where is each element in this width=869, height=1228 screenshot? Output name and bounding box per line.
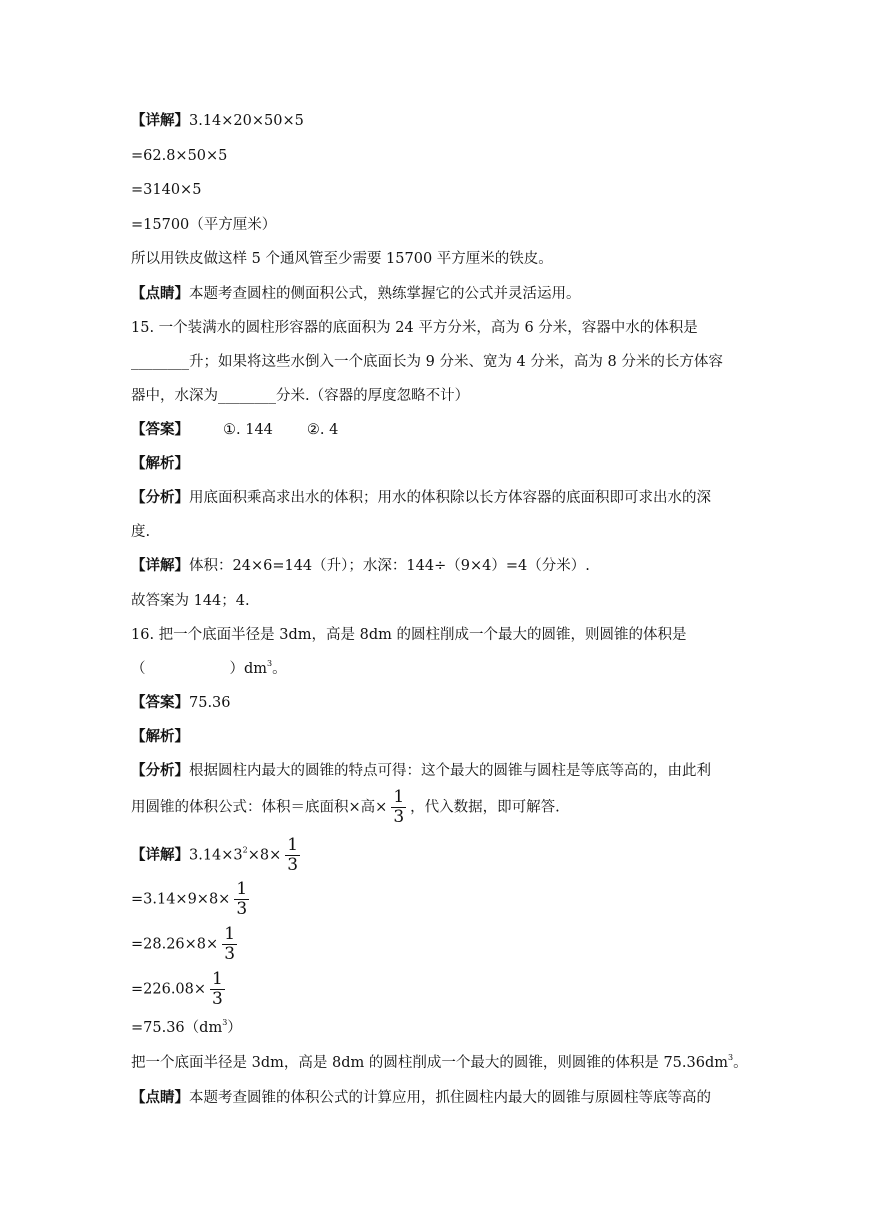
q15-question-line-1: 15. 一个装满水的圆柱形容器的底面积为 24 平方分米，高为 6 分米，容器中水的体积是 (131, 320, 698, 336)
tag-detail: 【详解】 (131, 557, 189, 574)
q15-analysis-line (131, 488, 711, 508)
q15-analysis-cont: 度. (131, 524, 151, 540)
formula-text-before: 用圆锥的体积公式：体积＝底面积×高× (131, 799, 388, 816)
tag-answer: 【答案】 (131, 421, 189, 438)
q14-step-2: =3140×5 (131, 182, 202, 198)
q15-final-answer: 故答案为 144；4. (131, 593, 250, 609)
q16-question-line-1: 16. 把一个底面半径是 3dm，高是 8dm 的圆柱削成一个最大的圆锥，则圆锥的体积是 (131, 627, 687, 643)
blank-close-paren-unit: ）dm (229, 661, 268, 677)
q15-detail-text: 体积：24×6=144（升）；水深：144÷（9×4）=4（分米）. (189, 558, 590, 574)
q16-analysis-text: 根据圆柱内最大的圆锥的特点可得：这个最大的圆锥与圆柱是等底等高的，由此利 (189, 763, 711, 779)
fraction-one-third (285, 836, 300, 875)
q16-step-2 (131, 925, 241, 964)
q16-step-4-text: =75.36（dm (131, 1020, 223, 1036)
unit-exponent: 3 (728, 1053, 734, 1062)
q15-answer-2: ②. 4 (306, 422, 339, 438)
q15-analysis-tag: 【解析】 (131, 455, 189, 472)
q15-answer-line (131, 420, 338, 440)
unit-exponent: 3 (222, 1018, 228, 1027)
fraction-numerator: 1 (393, 787, 405, 807)
fraction-denominator: 3 (287, 855, 299, 875)
q15-answer-1: ①. 144 (223, 422, 273, 438)
fraction-denominator: 3 (393, 807, 405, 827)
tag-comment: 【点睛】 (131, 1089, 189, 1106)
square-exponent: 2 (242, 845, 248, 855)
formula-text-after: ，代入数据，即可解答. (410, 799, 560, 816)
period: 。 (733, 1055, 748, 1071)
tag-comment: 【点睛】 (131, 285, 189, 302)
q15-question-line-3: 器中，水深为________分米.（容器的厚度忽略不计） (131, 388, 470, 404)
q14-comment-text: 本题考查圆柱的侧面积公式，熟练掌握它的公式并灵活运用。 (189, 286, 581, 302)
q16-detail-line (131, 836, 304, 875)
q16-step-3 (131, 970, 229, 1009)
fraction-denominator: 3 (236, 899, 248, 919)
fraction-numerator: 1 (212, 969, 223, 989)
q16-step-1 (131, 880, 253, 919)
q16-step-1-text: =3.14×9×8× (131, 891, 231, 908)
q16-conclusion (131, 1053, 748, 1073)
blank-open-paren: （ (131, 661, 146, 677)
fraction-one-third (391, 788, 406, 827)
period: 。 (272, 661, 287, 677)
fraction-one-third (210, 970, 225, 1009)
tag-detail: 【详解】 (131, 112, 189, 129)
fraction-numerator: 1 (236, 879, 248, 899)
q16-comment-line (131, 1088, 711, 1108)
tag-analysis: 【分析】 (131, 489, 189, 506)
q15-question-line-2: ________升；如果将这些水倒入一个底面长为 9 分米、宽为 4 分米，高为 8 分米的长方体容 (131, 354, 723, 370)
q16-analysis-cont (131, 788, 560, 827)
q16-detail-text-a: 3.14×3 (189, 847, 243, 864)
q14-step-3: =15700（平方厘米） (131, 217, 277, 233)
fraction-denominator: 3 (212, 989, 223, 1009)
q16-analysis-tag: 【解析】 (131, 728, 189, 745)
q16-answer-text: 75.36 (189, 695, 231, 711)
q16-conclusion-text: 把一个底面半径是 3dm，高是 8dm 的圆柱削成一个最大的圆锥，则圆锥的体积是 75.36dm (131, 1055, 728, 1071)
q16-detail-text-b: ×8× (247, 847, 282, 864)
q14-step-1: =62.8×50×5 (131, 148, 228, 164)
q16-answer-line (131, 693, 231, 713)
q16-question-line-2 (131, 659, 287, 679)
q15-analysis-text: 用底面积乘高求出水的体积；用水的体积除以长方体容器的底面积即可求出水的深 (189, 490, 711, 506)
fraction-one-third (222, 925, 237, 964)
fraction-numerator: 1 (287, 835, 299, 855)
unit-exponent: 3 (267, 659, 273, 668)
fraction-one-third (234, 880, 249, 919)
tag-analysis: 【分析】 (131, 762, 189, 779)
q16-comment-text: 本题考查圆锥的体积公式的计算应用，抓住圆柱内最大的圆锥与原圆柱等底等高的 (189, 1090, 711, 1106)
close-paren: ） (227, 1020, 242, 1036)
q14-comment-line (131, 284, 581, 304)
tag-detail: 【详解】 (131, 846, 189, 864)
q16-step-4 (131, 1018, 242, 1038)
fraction-numerator: 1 (224, 924, 236, 944)
q15-detail-line (131, 556, 590, 576)
fraction-denominator: 3 (224, 944, 236, 964)
q16-step-3-text: =226.08× (131, 981, 207, 998)
q16-analysis-line (131, 761, 711, 781)
q14-conclusion: 所以用铁皮做这样 5 个通风管至少需要 15700 平方厘米的铁皮。 (131, 251, 553, 267)
tag-answer: 【答案】 (131, 694, 189, 711)
q16-step-2-text: =28.26×8× (131, 936, 219, 953)
q14-detail-line (131, 111, 304, 131)
q14-detail-text: 3.14×20×50×5 (189, 113, 304, 129)
